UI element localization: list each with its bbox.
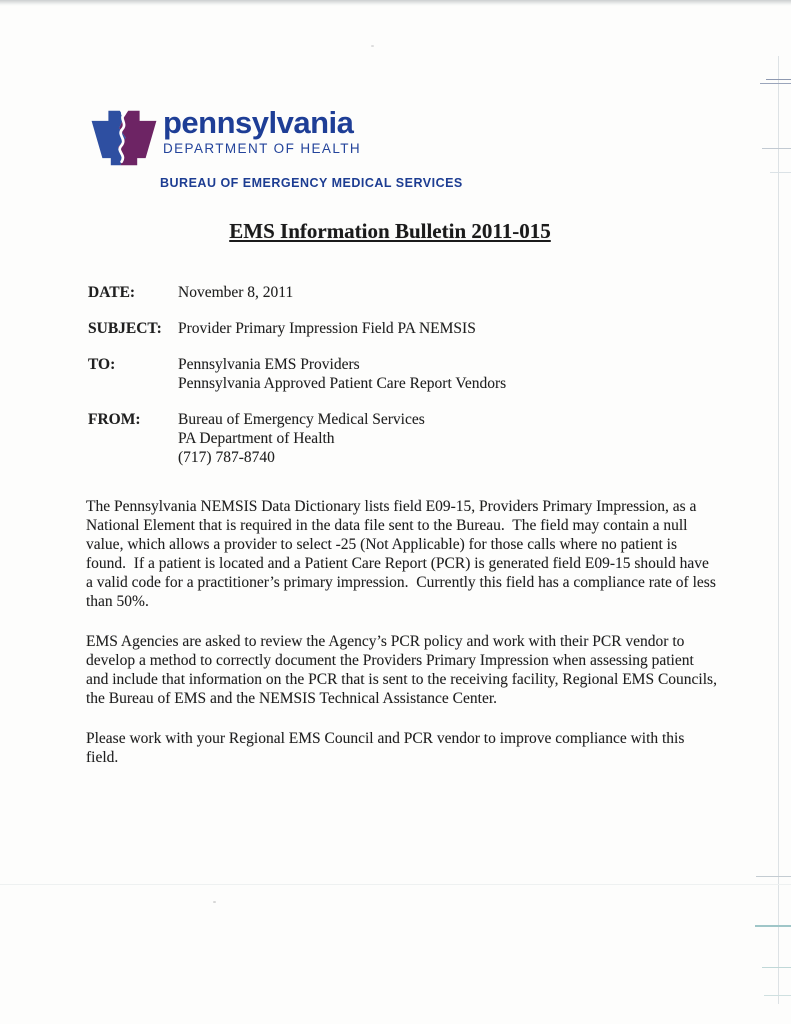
scan-tick-artifact <box>756 876 791 877</box>
memo-value-date: November 8, 2011 <box>178 284 294 301</box>
bureau-line: BUREAU OF EMERGENCY MEDICAL SERVICES <box>160 176 463 190</box>
scan-edge-artifact <box>0 0 791 6</box>
memo-row-subject <box>88 319 506 338</box>
memo-label-to: TO: <box>88 356 116 373</box>
keystone-caduceus-icon <box>88 100 160 173</box>
body-paragraph: EMS Agencies are asked to review the Agency’s PCR policy and work with their PCR vendor to develop a method to correctly document the Providers Primary Impression when assessing patient and include that information on the PCR that is sent to the receiving facility, Regional EMS Councils, the Bureau of EMS and the NEMSIS Technical Assistance Center. <box>86 633 721 707</box>
scan-tick-artifact <box>762 148 791 149</box>
scan-tick-artifact <box>755 925 791 927</box>
memo-header-block <box>88 283 506 484</box>
bulletin-title: EMS Information Bulletin 2011-015 <box>229 219 551 243</box>
scan-tick-artifact <box>762 967 791 968</box>
memo-value-to-line: Pennsylvania EMS Providers <box>178 356 360 373</box>
memo-value-from-line: (717) 787-8740 <box>178 449 275 466</box>
memo-row-to <box>88 355 506 393</box>
memo-value-subject: Provider Primary Impression Field PA NEMSIS <box>178 320 476 337</box>
logo-org-name: pennsylvania <box>163 105 354 140</box>
logo-wordmark <box>163 107 361 156</box>
memo-value-to-line: Pennsylvania Approved Patient Care Report Vendors <box>178 375 507 392</box>
body-paragraph: The Pennsylvania NEMSIS Data Dictionary lists field E09-15, Providers Primary Impression, as a National Element that is required in the data file sent to the Bureau. The field may contain a null value, which allows a provider to select -25 (Not Applicable) for those calls where no patient is found. If a patient is located and a Patient Care Report (PCR) is generated field E09-15 should have a valid code for a practitioner’s primary impression. Currently this field has a compliance rate of less than 50%. <box>86 498 720 610</box>
body-paragraph: Please work with your Regional EMS Council and PCR vendor to improve compliance with this field. <box>86 730 689 766</box>
pa-doh-logo <box>88 100 160 173</box>
memo-label-subject: SUBJECT: <box>88 320 162 337</box>
memo-value-from-line: PA Department of Health <box>178 430 335 447</box>
scan-line-artifact <box>0 884 791 885</box>
scan-speckle <box>371 45 374 47</box>
memo-row-from <box>88 410 506 467</box>
scan-speckle <box>213 901 216 903</box>
logo-org-subtitle: DEPARTMENT OF HEALTH <box>163 141 362 156</box>
memo-label-date: DATE: <box>88 284 136 301</box>
scan-tick-artifact <box>760 83 791 84</box>
memo-value-from-line: Bureau of Emergency Medical Services <box>178 411 425 428</box>
bulletin-body <box>86 497 721 788</box>
scan-tick-artifact <box>770 172 791 173</box>
memo-row-date <box>88 283 506 302</box>
scan-tick-artifact <box>766 79 791 80</box>
memo-label-from: FROM: <box>88 411 141 428</box>
scan-tick-artifact <box>764 995 791 996</box>
scan-vertical-line-artifact <box>778 56 779 1004</box>
